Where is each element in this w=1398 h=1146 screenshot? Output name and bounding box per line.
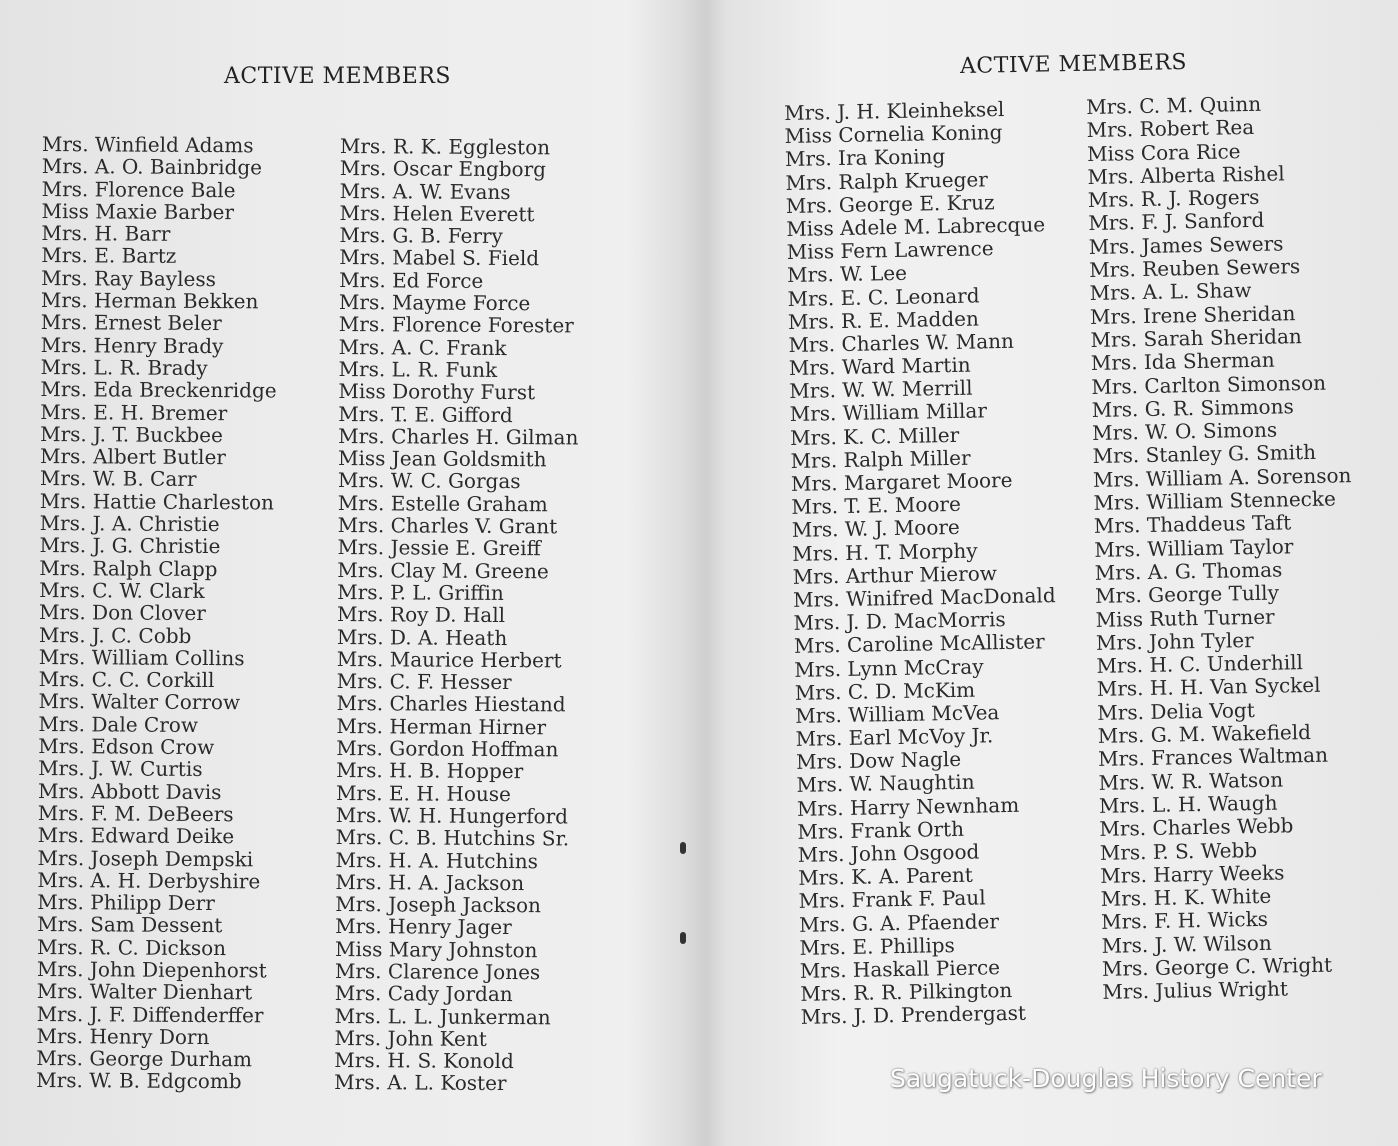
member-name: Mrs. J. H. Kleinheksel (783, 96, 1005, 125)
member-name: Mrs. Ray Bayless (41, 265, 216, 291)
member-name: Mrs. Walter Corrow (38, 689, 241, 715)
member-name: Mrs. Sam Dessent (37, 912, 223, 938)
member-name: Mrs. John Osgood (797, 839, 980, 867)
member-name: Mrs. Winifred MacDonald (792, 583, 1056, 612)
member-name: Miss Cornelia Koning (784, 120, 1003, 149)
member-name: Mrs. E. H. Bremer (40, 399, 228, 425)
member-name: Mrs. D. A. Heath (336, 624, 508, 650)
member-name: Mrs. H. S. Konold (334, 1048, 514, 1074)
member-name: Mrs. Florence Forester (338, 312, 574, 338)
member-name: Mrs. George E. Kruz (785, 189, 995, 218)
member-name: Mrs. W. B. Edgcomb (36, 1068, 242, 1094)
member-name: Mrs. Cady Jordan (334, 981, 513, 1007)
member-name: Mrs. Frank F. Paul (798, 885, 986, 914)
member-name: Mrs. James Sewers (1088, 231, 1284, 259)
member-name: Mrs. J. G. Christie (39, 533, 221, 559)
member-name: Mrs. W. H. Hungerford (335, 802, 569, 829)
member-name: Mrs. A. O. Bainbridge (41, 154, 263, 180)
member-name: Mrs. Earl McVoy Jr. (795, 723, 994, 751)
member-column (334, 135, 580, 1095)
member-name: Mrs. Walter Dienhart (36, 979, 253, 1005)
member-name: Mrs. K. C. Miller (789, 422, 960, 450)
member-name: Mrs. C. B. Hutchins Sr. (335, 825, 570, 851)
member-name: Miss Fern Lawrence (786, 236, 994, 265)
member-name: Mrs. Edson Crow (38, 734, 215, 760)
member-name: Mrs. Eda Breckenridge (40, 377, 277, 403)
member-name: Mrs. L. R. Brady (40, 354, 208, 380)
member-name: Mrs. F. J. Sanford (1088, 208, 1265, 236)
member-name: Mrs. A. L. Shaw (1089, 278, 1252, 306)
member-name: Mrs. J. D. MacMorris (793, 607, 1006, 636)
member-name: Mrs. Hattie Charleston (39, 488, 274, 515)
member-name: Mrs. Helen Everett (339, 200, 535, 227)
member-name: Mrs. Ernest Beler (40, 310, 222, 336)
member-name: Mrs. G. A. Pfaender (798, 908, 1000, 937)
member-name: Mrs. Abbott Davis (37, 778, 222, 804)
member-name: Mrs. R. J. Rogers (1087, 185, 1260, 213)
member-name: Mrs. Ralph Krueger (785, 166, 988, 195)
member-name: Mrs. E. Phillips (799, 932, 956, 960)
member-name: Mrs. Lynn McCray (794, 653, 984, 682)
member-name: Mrs. Joseph Dempski (37, 845, 254, 871)
page-title: ACTIVE MEMBERS (224, 64, 451, 89)
member-name: Miss Maxie Barber (41, 198, 235, 225)
member-name: Mrs. H. A. Jackson (335, 869, 525, 895)
member-name: Miss Adele M. Labrecque (786, 212, 1046, 241)
right-page (700, 0, 1398, 1146)
member-name: Mrs. Florence Bale (41, 176, 236, 202)
member-name: Mrs. T. E. Moore (791, 492, 962, 520)
member-name: Mrs. J. W. Wilson (1101, 930, 1272, 958)
member-name: Mrs. George Durham (36, 1046, 253, 1072)
member-name: Mrs. H. Barr (41, 221, 171, 246)
member-name: Mrs. William McVea (795, 700, 1000, 728)
member-name: Mrs. P. S. Webb (1099, 837, 1258, 865)
member-name: Mrs. Herman Bekken (40, 288, 259, 314)
member-name: Mrs. Carlton Simonson (1091, 370, 1327, 399)
member-name: Mrs. H. H. Van Syckel (1096, 673, 1321, 702)
member-name: Mrs. J. W. Curtis (38, 756, 203, 782)
member-name: Mrs. A. L. Koster (334, 1070, 507, 1096)
member-name: Mrs. L. H. Waugh (1098, 790, 1278, 818)
member-name: Mrs. Ira Koning (784, 144, 946, 172)
member-name: Miss Jean Goldsmith (337, 446, 547, 472)
member-name: Mrs. Charles Webb (1099, 813, 1294, 842)
member-name: Mrs. A. H. Derbyshire (37, 867, 261, 894)
member-name: Mrs. John Diepenhorst (36, 956, 267, 983)
member-name: Mrs. T. E. Gifford (338, 401, 513, 427)
member-name: Mrs. Thaddeus Taft (1093, 510, 1292, 539)
member-name: Mrs. Joseph Jackson (335, 892, 542, 918)
member-name: Mrs. C. D. McKim (794, 677, 976, 705)
member-name: Mrs. Dow Nagle (795, 747, 962, 775)
member-name: Mrs. Albert Butler (39, 444, 226, 470)
member-name: Mrs. John Tyler (1095, 627, 1254, 655)
member-name: Mrs. William Taylor (1094, 533, 1294, 562)
member-name: Mrs. Caroline McAllister (793, 629, 1045, 659)
member-name: Mrs. W. Lee (786, 261, 908, 288)
member-name: Mrs. E. C. Leonard (787, 282, 980, 311)
member-name: Mrs. Roy D. Hall (336, 602, 506, 628)
member-name: Mrs. William Millar (789, 398, 988, 427)
member-name: Mrs. Don Clover (38, 600, 206, 626)
member-name: Mrs. Clarence Jones (334, 958, 541, 985)
member-name: Mrs. Frances Waltman (1097, 742, 1329, 772)
member-name: Mrs. George Tully (1094, 580, 1280, 609)
member-name: Mrs. Henry Dorn (36, 1023, 210, 1049)
member-name: Mrs. Stanley G. Smith (1092, 440, 1317, 469)
member-name: Mrs. G. B. Ferry (339, 223, 503, 249)
member-name: Mrs. Delia Vogt (1097, 697, 1255, 725)
member-name: Mrs. R. E. Madden (787, 306, 980, 334)
member-name: Mrs. Sarah Sheridan (1090, 324, 1303, 352)
member-name: Mrs. Mabel S. Field (339, 245, 540, 271)
member-name: Mrs. H. A. Hutchins (335, 847, 538, 873)
member-name: Miss Dorothy Furst (338, 379, 536, 405)
member-name: Mrs. Henry Brady (40, 332, 224, 358)
member-name: Mrs. W. W. Merrill (789, 375, 973, 404)
member-name: Mrs. William Stennecke (1093, 486, 1337, 515)
member-name: Miss Cora Rice (1086, 138, 1241, 166)
member-name: Mrs. Ed Force (339, 267, 484, 293)
member-name: Mrs. H. T. Morphy (792, 538, 978, 566)
watermark: Saugatuck-Douglas History Center (890, 1064, 1322, 1093)
member-name: Mrs. C. M. Quinn (1085, 91, 1262, 119)
member-name: Mrs. Irene Sheridan (1089, 300, 1296, 329)
member-name: Mrs. G. R. Simmons (1091, 394, 1294, 422)
member-name: Mrs. Robert Rea (1086, 115, 1255, 143)
member-name: Mrs. Philipp Derr (37, 890, 215, 916)
member-name: Mrs. K. A. Parent (798, 862, 974, 891)
member-name: Mrs. Gordon Hoffman (336, 736, 559, 762)
member-name: Mrs. William Collins (38, 644, 245, 671)
member-name: Mrs. F. M. DeBeers (37, 800, 234, 827)
member-name: Mrs. Arthur Mierow (792, 560, 998, 589)
member-name: Mrs. H. B. Hopper (336, 758, 524, 784)
member-name: Mrs. W. O. Simons (1091, 417, 1278, 446)
member-name: Mrs. F. H. Wicks (1100, 907, 1269, 935)
member-name: Mrs. John Kent (334, 1025, 487, 1051)
member-name: Mrs. L. R. Funk (338, 356, 498, 382)
member-name: Mrs. Winfield Adams (41, 132, 254, 158)
member-name: Mrs. J. F. Diffenderffer (36, 1001, 264, 1027)
member-name: Mrs. Harry Newnham (796, 792, 1020, 821)
member-name: Mrs. P. L. Griffin (337, 579, 504, 605)
member-name: Miss Ruth Turner (1095, 604, 1275, 632)
member-name: Mrs. H. K. White (1100, 883, 1272, 911)
member-name: Mrs. Ralph Miller (790, 445, 971, 473)
member-name: Mrs. Oscar Engborg (339, 156, 547, 182)
member-name: Mrs. Dale Crow (38, 711, 199, 737)
member-name: Mrs. Clay M. Greene (337, 557, 549, 583)
member-name: Mrs. Henry Jager (335, 914, 512, 940)
member-name: Mrs. J. D. Prendergast (800, 1001, 1027, 1030)
member-name: Mrs. R. R. Pilkington (800, 978, 1013, 1006)
member-name: Mrs. Jessie E. Greiff (337, 535, 541, 561)
member-column (1086, 91, 1361, 1004)
member-name: Mrs. H. C. Underhill (1096, 650, 1304, 679)
member-name: Mrs. J. C. Cobb (38, 622, 192, 648)
member-name: Mrs. Haskall Pierce (799, 955, 1001, 983)
member-name: Mrs. Harry Weeks (1100, 860, 1285, 888)
member-column (36, 133, 278, 1093)
member-name: Mrs. J. T. Buckbee (40, 421, 223, 447)
member-name: Mrs. Ward Martin (788, 352, 971, 381)
member-name: Mrs. George C. Wright (1101, 952, 1333, 981)
member-name: Mrs. Mayme Force (338, 290, 531, 316)
member-name: Mrs. Charles Hiestand (336, 691, 566, 717)
member-name: Mrs. Charles V. Grant (337, 513, 558, 539)
member-name: Mrs. W. C. Gorgas (337, 468, 521, 494)
member-name: Mrs. Alberta Rishel (1087, 161, 1285, 189)
member-name: Mrs. Herman Hirner (336, 713, 547, 739)
left-page (0, 0, 690, 1146)
member-name: Mrs. G. M. Wakefield (1097, 720, 1312, 748)
page-title: ACTIVE MEMBERS (959, 50, 1188, 79)
member-name: Mrs. Reuben Sewers (1088, 254, 1301, 283)
member-name: Mrs. E. H. House (335, 780, 512, 806)
member-name: Mrs. C. W. Clark (39, 577, 205, 603)
member-name: Mrs. W. R. Watson (1098, 767, 1284, 795)
member-name: Mrs. A. C. Frank (338, 334, 507, 360)
member-name: Mrs. R. C. Dickson (36, 934, 227, 960)
member-name: Mrs. A. G. Thomas (1094, 557, 1283, 585)
member-name: Mrs. Margaret Moore (790, 467, 1013, 496)
member-name: Mrs. Julius Wright (1102, 976, 1289, 1005)
binding-staple (680, 842, 686, 854)
member-name: Mrs. Estelle Graham (337, 490, 548, 517)
member-column (784, 97, 1063, 1029)
member-name: Mrs. Charles W. Mann (788, 328, 1015, 357)
member-name: Mrs. W. J. Moore (791, 515, 960, 543)
member-name: Mrs. L. L. Junkerman (334, 1003, 551, 1029)
member-name: Mrs. Ida Sherman (1090, 347, 1275, 376)
member-name: Mrs. E. Bartz (41, 243, 177, 269)
member-name: Mrs. Frank Orth (797, 816, 965, 844)
member-name: Mrs. A. W. Evans (339, 178, 511, 204)
member-name: Mrs. Charles H. Gilman (338, 423, 579, 450)
member-name: Mrs. W. B. Carr (39, 466, 197, 492)
member-name: Miss Mary Johnston (334, 936, 538, 962)
binding-staple (680, 932, 686, 944)
member-name: Mrs. Ralph Clapp (39, 555, 218, 581)
member-name: Mrs. William A. Sorenson (1092, 462, 1352, 492)
member-name: Mrs. Edward Deike (37, 823, 235, 849)
member-name: Mrs. Maurice Herbert (336, 646, 562, 673)
member-name: Mrs. C. C. Corkill (38, 667, 215, 693)
member-name: Mrs. W. Naughtin (796, 770, 975, 798)
member-name: Mrs. C. F. Hesser (336, 669, 512, 695)
member-name: Mrs. R. K. Eggleston (339, 134, 551, 160)
member-name: Mrs. J. A. Christie (39, 511, 220, 537)
